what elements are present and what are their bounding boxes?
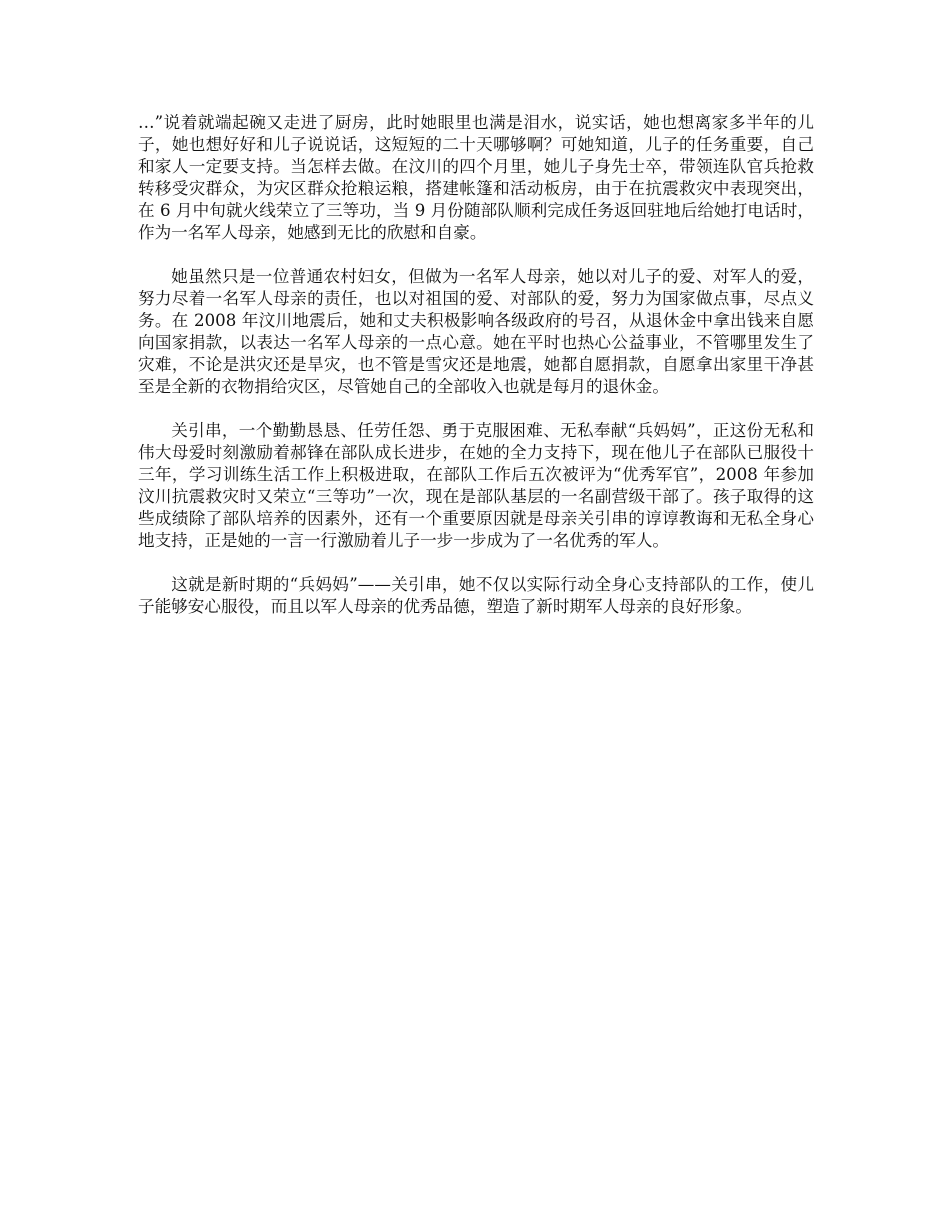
paragraph: …”说着就端起碗又走进了厨房，此时她眼里也满是泪水，说实话，她也想离家多半年的儿子，她也想好好和儿子说说话，这短短的二十天哪够啊？可她知道，儿子的任务重要，自己和家人一定要支持。当怎样去做。在汶川的四个月里，她儿子身先士卒，带领连队官兵抢救转移受灾群众，为灾区群众抢粮运粮，搭建帐篷和活动板房，由于在抗震救灾中表现突出，在 6 月中旬就火线荣立了三等功，当 9 月份随部队顺利完成任务返回驻地后给她打电话时，作为一名军人母亲，她感到无比的欣慰和自豪。 [138,113,814,242]
paragraph: 这就是新时期的“兵妈妈”——关引串，她不仅以实际行动全身心支持部队的工作，使儿子能够安心服役，而且以军人母亲的优秀品德，塑造了新时期军人母亲的良好形象。 [138,575,814,616]
paragraph: 她虽然只是一位普通农村妇女，但做为一名军人母亲，她以对儿子的爱、对军人的爱，努力尽着一名军人母亲的责任，也以对祖国的爱、对部队的爱，努力为国家做点事，尽点义务。在 2008 年汶川地震后，她和丈夫积极影响各级政府的号召，从退休金中拿出钱来自愿向国家捐款，以表达一名军人母亲的一点心意。她在平时也热心公益事业，不管哪里发生了灾难，不论是洪灾还是旱灾，也不管是雪灾还是地震，她都自愿捐款，自愿拿出家里干净甚至是全新的衣物捐给灾区，尽管她自己的全部收入也就是每月的退休金。 [138,267,814,396]
paragraph: 关引串，一个勤勤恳恳、任劳任怨、勇于克服困难、无私奉献“兵妈妈”，正这份无私和伟大母爱时刻激励着郝锋在部队成长进步，在她的全力支持下，现在他儿子在部队已服役十三年，学习训练生活工作上积极进取，在部队工作后五次被评为“优秀军官”，2008 年参加汶川抗震救灾时又荣立“三等功”一次，现在是部队基层的一名副营级干部了。孩子取得的这些成绩除了部队培养的因素外，还有一个重要原因就是母亲关引串的谆谆教诲和无私全身心地支持，正是她的一言一行激励着儿子一步一步成为了一名优秀的军人。 [138,421,814,550]
document-body [138,112,814,640]
